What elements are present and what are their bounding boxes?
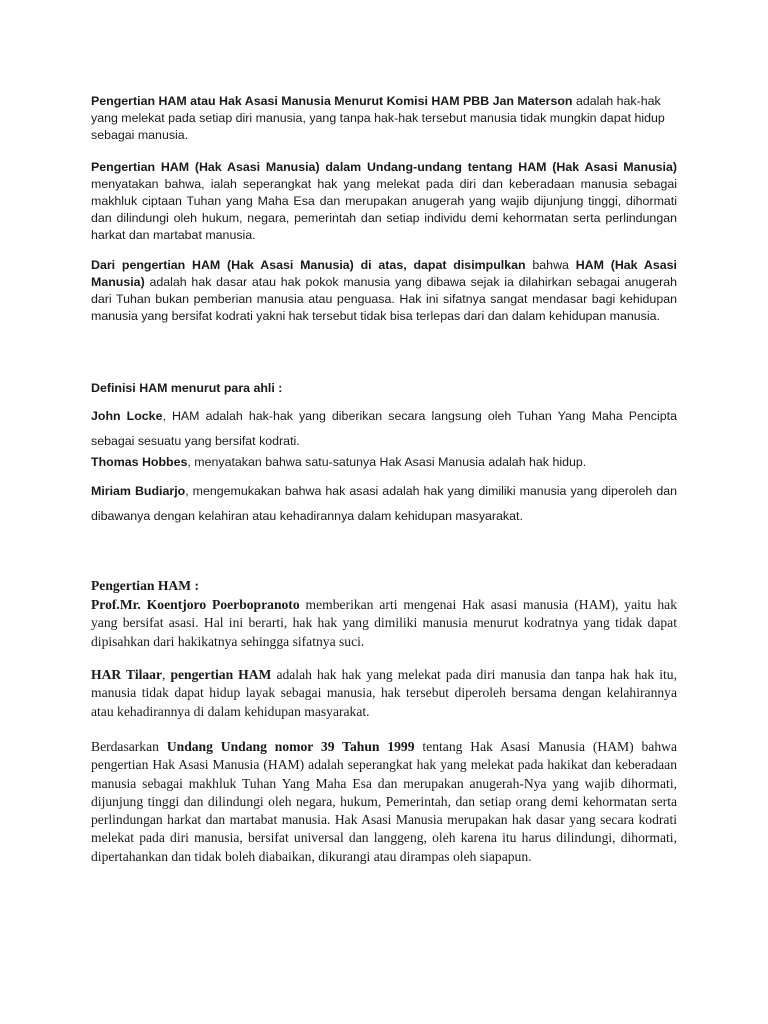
paragraph-undang-undang: Pengertian HAM (Hak Asasi Manusia) dalam Undang-undang tentang HAM (Hak Asasi Manusia) menyatakan bahwa, ialah seperangkat hak yang melekat pada diri dan keberadaan manusia sebagai makhluk ciptaan Tuhan yang Maha Esa dan merupakan anugerah yang wajib dijunjung tinggi, dihormati dan dilindungi oleh hukum, negara, pemerintah dan setiap individu demi kehormatan serta perlindungan harkat dan martabat manusia. (91, 160, 677, 242)
paragraph-john-locke: John Locke, HAM adalah hak-hak yang diberikan secara langsung oleh Tuhan Yang Maha Pencipta sebagai sesuatu yang bersifat kodrati. (91, 409, 677, 448)
paragraph-koentjoro: Prof.Mr. Koentjoro Poerbopranoto memberikan arti mengenai Hak asasi manusia (HAM), yaitu hak yang bersifat asasi. Hal ini berarti, hak hak yang dimiliki manusia menurut kodratnya yang tidak dapat dipisahkan dari hakikatnya sehingga sifatnya suci. (91, 597, 678, 649)
paragraph-miriam-budiarjo: Miriam Budiarjo, mengemukakan bahwa hak asasi adalah hak yang dimiliki manusia yang diperoleh dan dibawanya dengan kelahiran atau kehadirannya dalam kehidupan masyarakat. (91, 484, 677, 523)
paragraph-uu-39-1999: Berdasarkan Undang Undang nomor 39 Tahun 1999 tentang Hak Asasi Manusia (HAM) bahwa pengertian Hak Asasi Manusia (HAM) adalah seperangkat hak yang melekat pada hakikat dan keberadaan manusia sebagai makhluk Tuhan Yang Maha Esa dan merupakan anugerah-Nya yang wajib dihormati, dijunjung tinggi dan dilindungi oleh negara, hukum, Pemerintah, dan setiap orang demi kehormatan serta perlindungan harkat dan martabat manusia. Hak Asasi Manusia merupakan hak dasar yang secara kodrati melekat pada diri manusia, bersifat universal dan langgeng, oleh karena itu harus dilindungi, dihormati, dipertahankan dan tidak boleh diabaikan, dikurangi atau dirampas oleh siapapun. (91, 739, 677, 864)
heading-pengertian-ham: Pengertian HAM : (91, 578, 199, 593)
heading-definisi-ahli: Definisi HAM menurut para ahli : (91, 381, 283, 395)
paragraph-thomas-hobbes: Thomas Hobbes, menyatakan bahwa satu-satunya Hak Asasi Manusia adalah hak hidup. (91, 455, 587, 469)
paragraph-har-tilaar: HAR Tilaar, pengertian HAM adalah hak hak yang melekat pada diri manusia dan tanpa hak hak itu, manusia tidak dapat hidup layak sebagai manusia, hak tersebut diperoleh bersama dengan kelahirannya atau kehadirannya di dalam kehidupan masyarakat. (91, 667, 677, 719)
paragraph-komisi-ham: Pengertian HAM atau Hak Asasi Manusia Menurut Komisi HAM PBB Jan Materson adalah hak-hak yang melekat pada setiap diri manusia, yang tanpa hak-hak tersebut manusia tidak mungkin dapat hidup sebagai manusia. (91, 94, 665, 142)
paragraph-kesimpulan: Dari pengertian HAM (Hak Asasi Manusia) di atas, dapat disimpulkan bahwa HAM (Hak Asasi Manusia) adalah hak dasar atau hak pokok manusia yang dibawa sejak ia dilahirkan sebagai anugerah dari Tuhan bukan pemberian manusia atau penguasa. Hak ini sifatnya sangat mendasar bagi kehidupan manusia yang bersifat kodrati yakni hak tersebut tidak bisa terlepas dari dan dalam kehidupan manusia. (91, 258, 677, 323)
